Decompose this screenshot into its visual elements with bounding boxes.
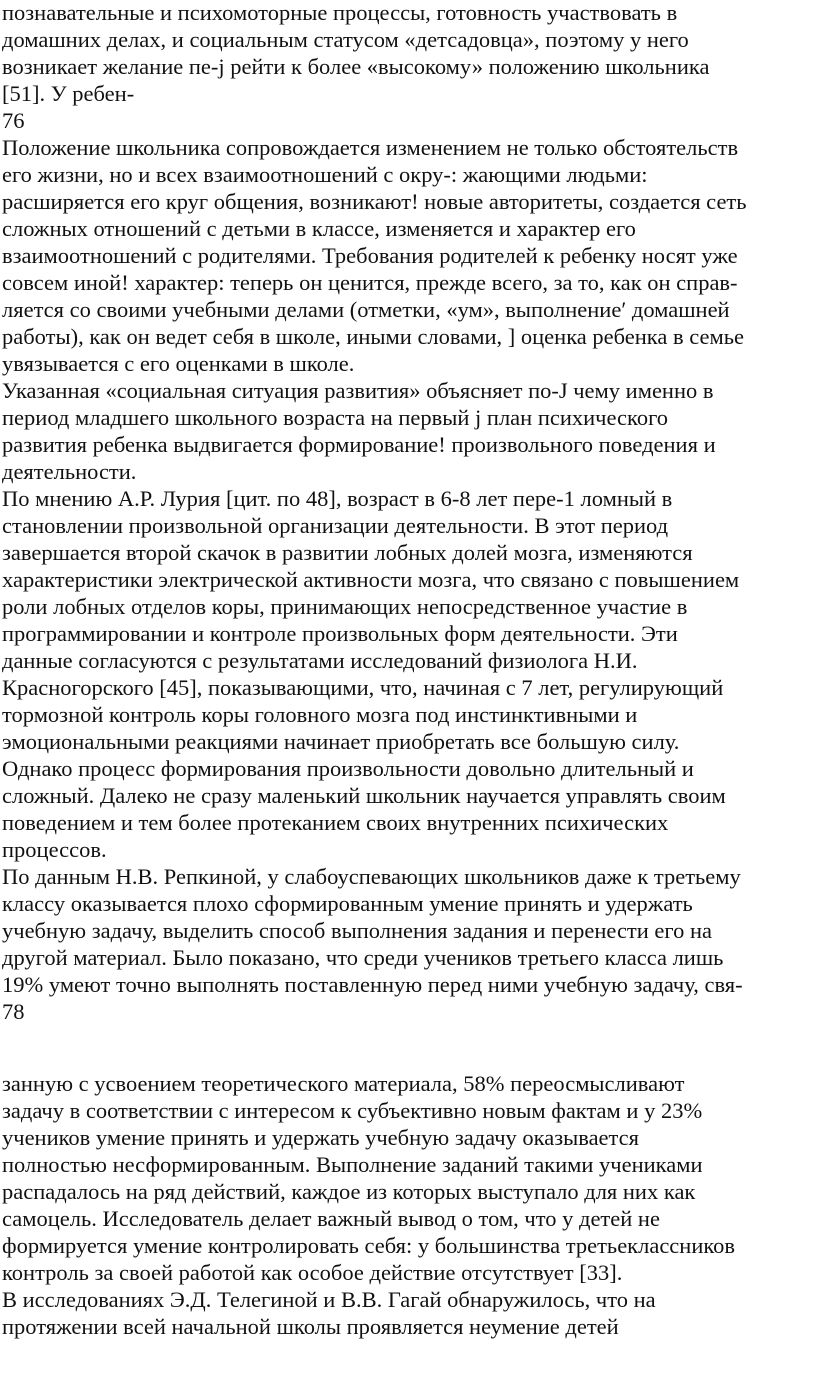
text-line: классу оказывается плохо сформированным умение принять и удержать (2, 891, 693, 916)
text-line: ляется со своими учебными делами (отметки, «ум», выполнение′ домашней (2, 297, 730, 322)
text-line: работы), как он ведет себя в школе, иными словами, ] оценка ребенка в семье (2, 324, 744, 349)
text-line: протяжении всей начальной школы проявляется неумение детей (2, 1314, 619, 1339)
text-line: период младшего школьного возраста на первый j план психического (2, 405, 668, 430)
text-line: процессов. (2, 837, 107, 862)
text-line: самоцель. Исследователь делает важный вывод о том, что у детей не (2, 1206, 660, 1231)
text-line: роли лобных отделов коры, принимающих непосредственное участие в (2, 594, 688, 619)
text-line: По мнению А.Р. Лурия [цит. по 48], возраст в 6-8 лет пере-1 ломный в (2, 486, 673, 511)
text-line: 19% умеют точно выполнять поставленную перед ними учебную задачу, свя- (2, 972, 743, 997)
text-line: поведением и тем более протеканием своих внутренних психических (2, 810, 669, 835)
text-line: тормозной контроль коры головного мозга под инстинктивными и (2, 702, 638, 727)
text-line: По данным Н.В. Репкиной, у слабоуспевающих школьников даже к третьему (2, 864, 741, 889)
text-line: Однако процесс формирования произвольности довольно длительный и (2, 756, 694, 781)
text-line: его жизни, но и всех взаимоотношений с окру-: жающими людьми: (2, 162, 648, 187)
text-line: познавательные и психомоторные процессы, готовность участвовать в (2, 0, 678, 25)
text-line: Красногорского [45], показывающими, что, начиная с 7 лет, регулирующий (2, 675, 724, 700)
text-line: Указанная «социальная ситуация развития» объясняет по-J чему именно в (2, 378, 714, 403)
text-line: другой материал. Было показано, что среди учеников третьего класса лишь (2, 945, 724, 970)
text-line: характеристики электрической активности мозга, что связано с повышением (2, 567, 740, 592)
text-line: домашних делах, и социальным статусом «детсадовца», поэтому у него (2, 27, 689, 52)
text-line: эмоциональными реакциями начинает приобретать все большую силу. (2, 729, 680, 754)
text-line: формируется умение контролировать себя: у большинства третьеклассников (2, 1233, 736, 1258)
text-line: полностью несформированным. Выполнение заданий такими учениками (2, 1152, 703, 1177)
text-line: [51]. У ребен- (2, 81, 135, 106)
text-line: Положение школьника сопровождается изменением не только обстоятельств (2, 135, 739, 160)
text-line: занную с усвоением теоретического материала, 58% переосмысливают (2, 1071, 685, 1096)
text-line: программировании и контроле произвольных форм деятельности. Эти (2, 621, 678, 646)
text-line: совсем иной! характер: теперь он ценится, прежде всего, за то, как он справ- (2, 270, 738, 295)
text-line: сложный. Далеко не сразу маленький школьник научается управлять своим (2, 783, 726, 808)
text-line: завершается второй скачок в развитии лобных долей мозга, изменяются (2, 540, 693, 565)
text-line: расширяется его круг общения, возникают! новые авторитеты, создается сеть (2, 189, 747, 214)
text-line: становлении произвольной организации деятельности. В этот период (2, 513, 669, 538)
text-line: сложных отношений с детьми в классе, изменяется и характер его (2, 216, 636, 241)
text-line: учеников умение принять и удержать учебную задачу оказывается (2, 1125, 639, 1150)
text-line: развития ребенка выдвигается формирование! произвольного поведения и (2, 432, 716, 457)
text-line: увязывается с его оценками в школе. (2, 351, 355, 376)
page-number: 78 (2, 999, 25, 1024)
text-line: В исследованиях Э.Д. Телегиной и В.В. Гагай обнаружилось, что на (2, 1287, 656, 1312)
text-line: распадалось на ряд действий, каждое из которых выступало для них как (2, 1179, 696, 1204)
text-line: учебную задачу, выделить способ выполнения задания и перенести его на (2, 918, 712, 943)
text-line: задачу в соответствии с интересом к субъективно новым фактам и у 23% (2, 1098, 703, 1123)
text-line: возникает желание пе-j рейти к более «высокому» положению школьника (2, 54, 710, 79)
text-line: деятельности. (2, 459, 137, 484)
text-line: контроль за своей работой как особое действие отсутствует [33]. (2, 1260, 623, 1285)
page-number: 76 (2, 108, 25, 133)
text-line: взаимоотношений с родителями. Требования родителей к ребенку носят уже (2, 243, 738, 268)
text-line: данные согласуются с результатами исследований физиолога Н.И. (2, 648, 638, 673)
